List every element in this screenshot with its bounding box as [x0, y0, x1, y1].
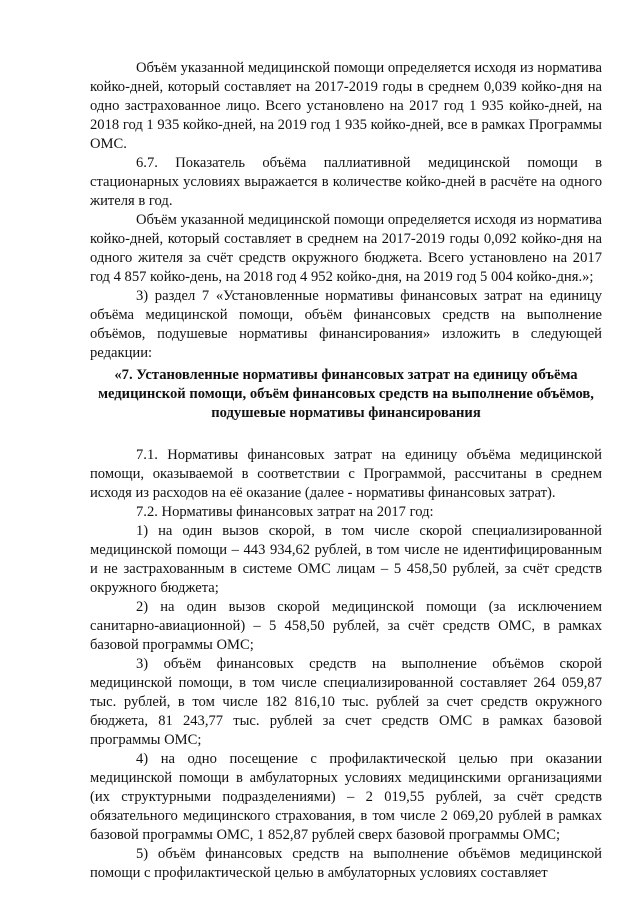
list-item-2: 2) на один вызов скорой медицинской помощи (за исключением санитарно-авиационной) – 5 458,50 рублей, за счёт средств ОМС, в рамках базовой программы ОМС; [90, 599, 602, 653]
paragraph-6-7: 6.7. Показатель объёма паллиативной медицинской помощи в стационарных условиях выражается в количестве койко-дней в расчёте на одного жителя в год. [90, 155, 602, 209]
paragraph-7-2: 7.2. Нормативы финансовых затрат на 2017 год: [136, 504, 434, 520]
list-item-1: 1) на один вызов скорой, в том числе скорой специализированной медицинской помощи – 443 934,62 рублей, в том числе не идентифицированным и не застрахованным в системе ОМС лицам – 5 458,50 рублей, за счёт средств окружного бюджета; [90, 523, 602, 596]
heading-spacer [90, 423, 602, 446]
list-item-4: 4) на одно посещение с профилактической целью при оказании медицинской помощи в амбулаторных условиях медицинскими организациями (их структурными подразделениями) – 2 019,55 рублей, за счёт средств обязательного медицинского страхования, в том числе 2 069,20 рублей в рамках базовой программы ОМС, 1 852,87 рублей сверх базовой программы ОМС; [90, 751, 602, 843]
paragraph-bed-days-norm: Объём указанной медицинской помощи определяется исходя из норматива койко-дней, который составляет на 2017-2019 годы в среднем 0,039 койко-дня на одно застрахованное лицо. Всего установлено на 2017 год 1 935 койко-дней, на 2018 год 1 935 койко-дней, на 2019 год 1 935 койко-дней, все в рамках Программы ОМС. [90, 60, 602, 152]
paragraph-7-1: 7.1. Нормативы финансовых затрат на единицу объёма медицинской помощи, оказываемой в соответствии с Программой, рассчитаны в среднем исходя из расходов на её оказание (далее - нормативы финансовых затрат). [90, 447, 602, 501]
list-item-5: 5) объём финансовых средств на выполнение объёмов медицинской помощи с профилактической целью в амбулаторных условиях составляет [90, 846, 602, 881]
paragraph-palliative-norm: Объём указанной медицинской помощи определяется исходя из норматива койко-дней, который составляет в среднем на 2017-2019 годы 0,092 койко-дня на одного жителя за счёт средств окружного бюджета. Всего установлено на 2017 год 4 857 койко-день, на 2018 год 4 952 койко-дня, на 2019 год 5 004 койко-дня.»; [90, 212, 602, 285]
paragraph-section-7-amendment: 3) раздел 7 «Установленные нормативы финансовых затрат на единицу объёма медицинской помощи, объём финансовых средств на выполнение объёмов, подушевые нормативы финансирования» изложить в следующей редакции: [90, 288, 602, 361]
document-page [90, 59, 602, 883]
section-7-heading: «7. Установленные нормативы финансовых затрат на единицу объёма медицинской помощи, объём финансовых средств на выполнение объёмов, подушевые нормативы финансирования [98, 367, 594, 421]
list-item-3: 3) объём финансовых средств на выполнение объёмов скорой медицинской помощи, в том числе специализированной составляет 264 059,87 тыс. рублей, в том числе 182 816,10 тыс. рублей за счет средств окружного бюджета, 81 243,77 тыс. рублей за счет средств ОМС в рамках базовой программы ОМС; [90, 656, 602, 748]
